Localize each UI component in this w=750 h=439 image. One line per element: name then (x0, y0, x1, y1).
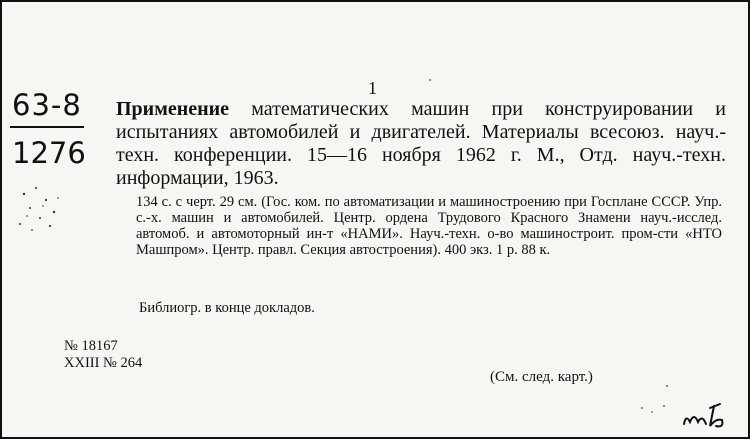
call-number-top: 63-8 (12, 88, 82, 122)
see-next-card: (См. след. карт.) (490, 369, 593, 385)
card-number: 1 (368, 78, 377, 98)
inventory-secondary: XXIII № 264 (64, 355, 143, 371)
bibliography-note: Библиогр. в конце докладов. (139, 300, 315, 316)
publication-details: 134 с. с черт. 29 см. (Гос. ком. по автоматизации и машиностроению при Госплане СССР. Упр. с.-х. машин и автомобилей. Центр. ордена Трудового Красного Знамени науч.-исслед. автомоб. и автомоторный ин-т «НАМИ». Науч.-техн. о-во машиностроит. пром-сти «НТО Машпром». Центр. правл. Секция автостроения). 400 экз. 1 р. 88 к. (136, 194, 722, 258)
handwritten-mark (680, 398, 728, 432)
heading-word: Применение (116, 98, 230, 120)
inventory-number: № 18167 (64, 338, 118, 354)
call-number-bottom: 1276 (12, 136, 86, 170)
title-block (116, 98, 726, 190)
title-text: математических машин при конструировании и испытаниях автомобилей и двигателей. Материалы всесоюз. науч.-техн. конференции. 15—16 ноября 1962 г. М., Отд. науч.-техн. информации, 1963. (116, 98, 727, 189)
